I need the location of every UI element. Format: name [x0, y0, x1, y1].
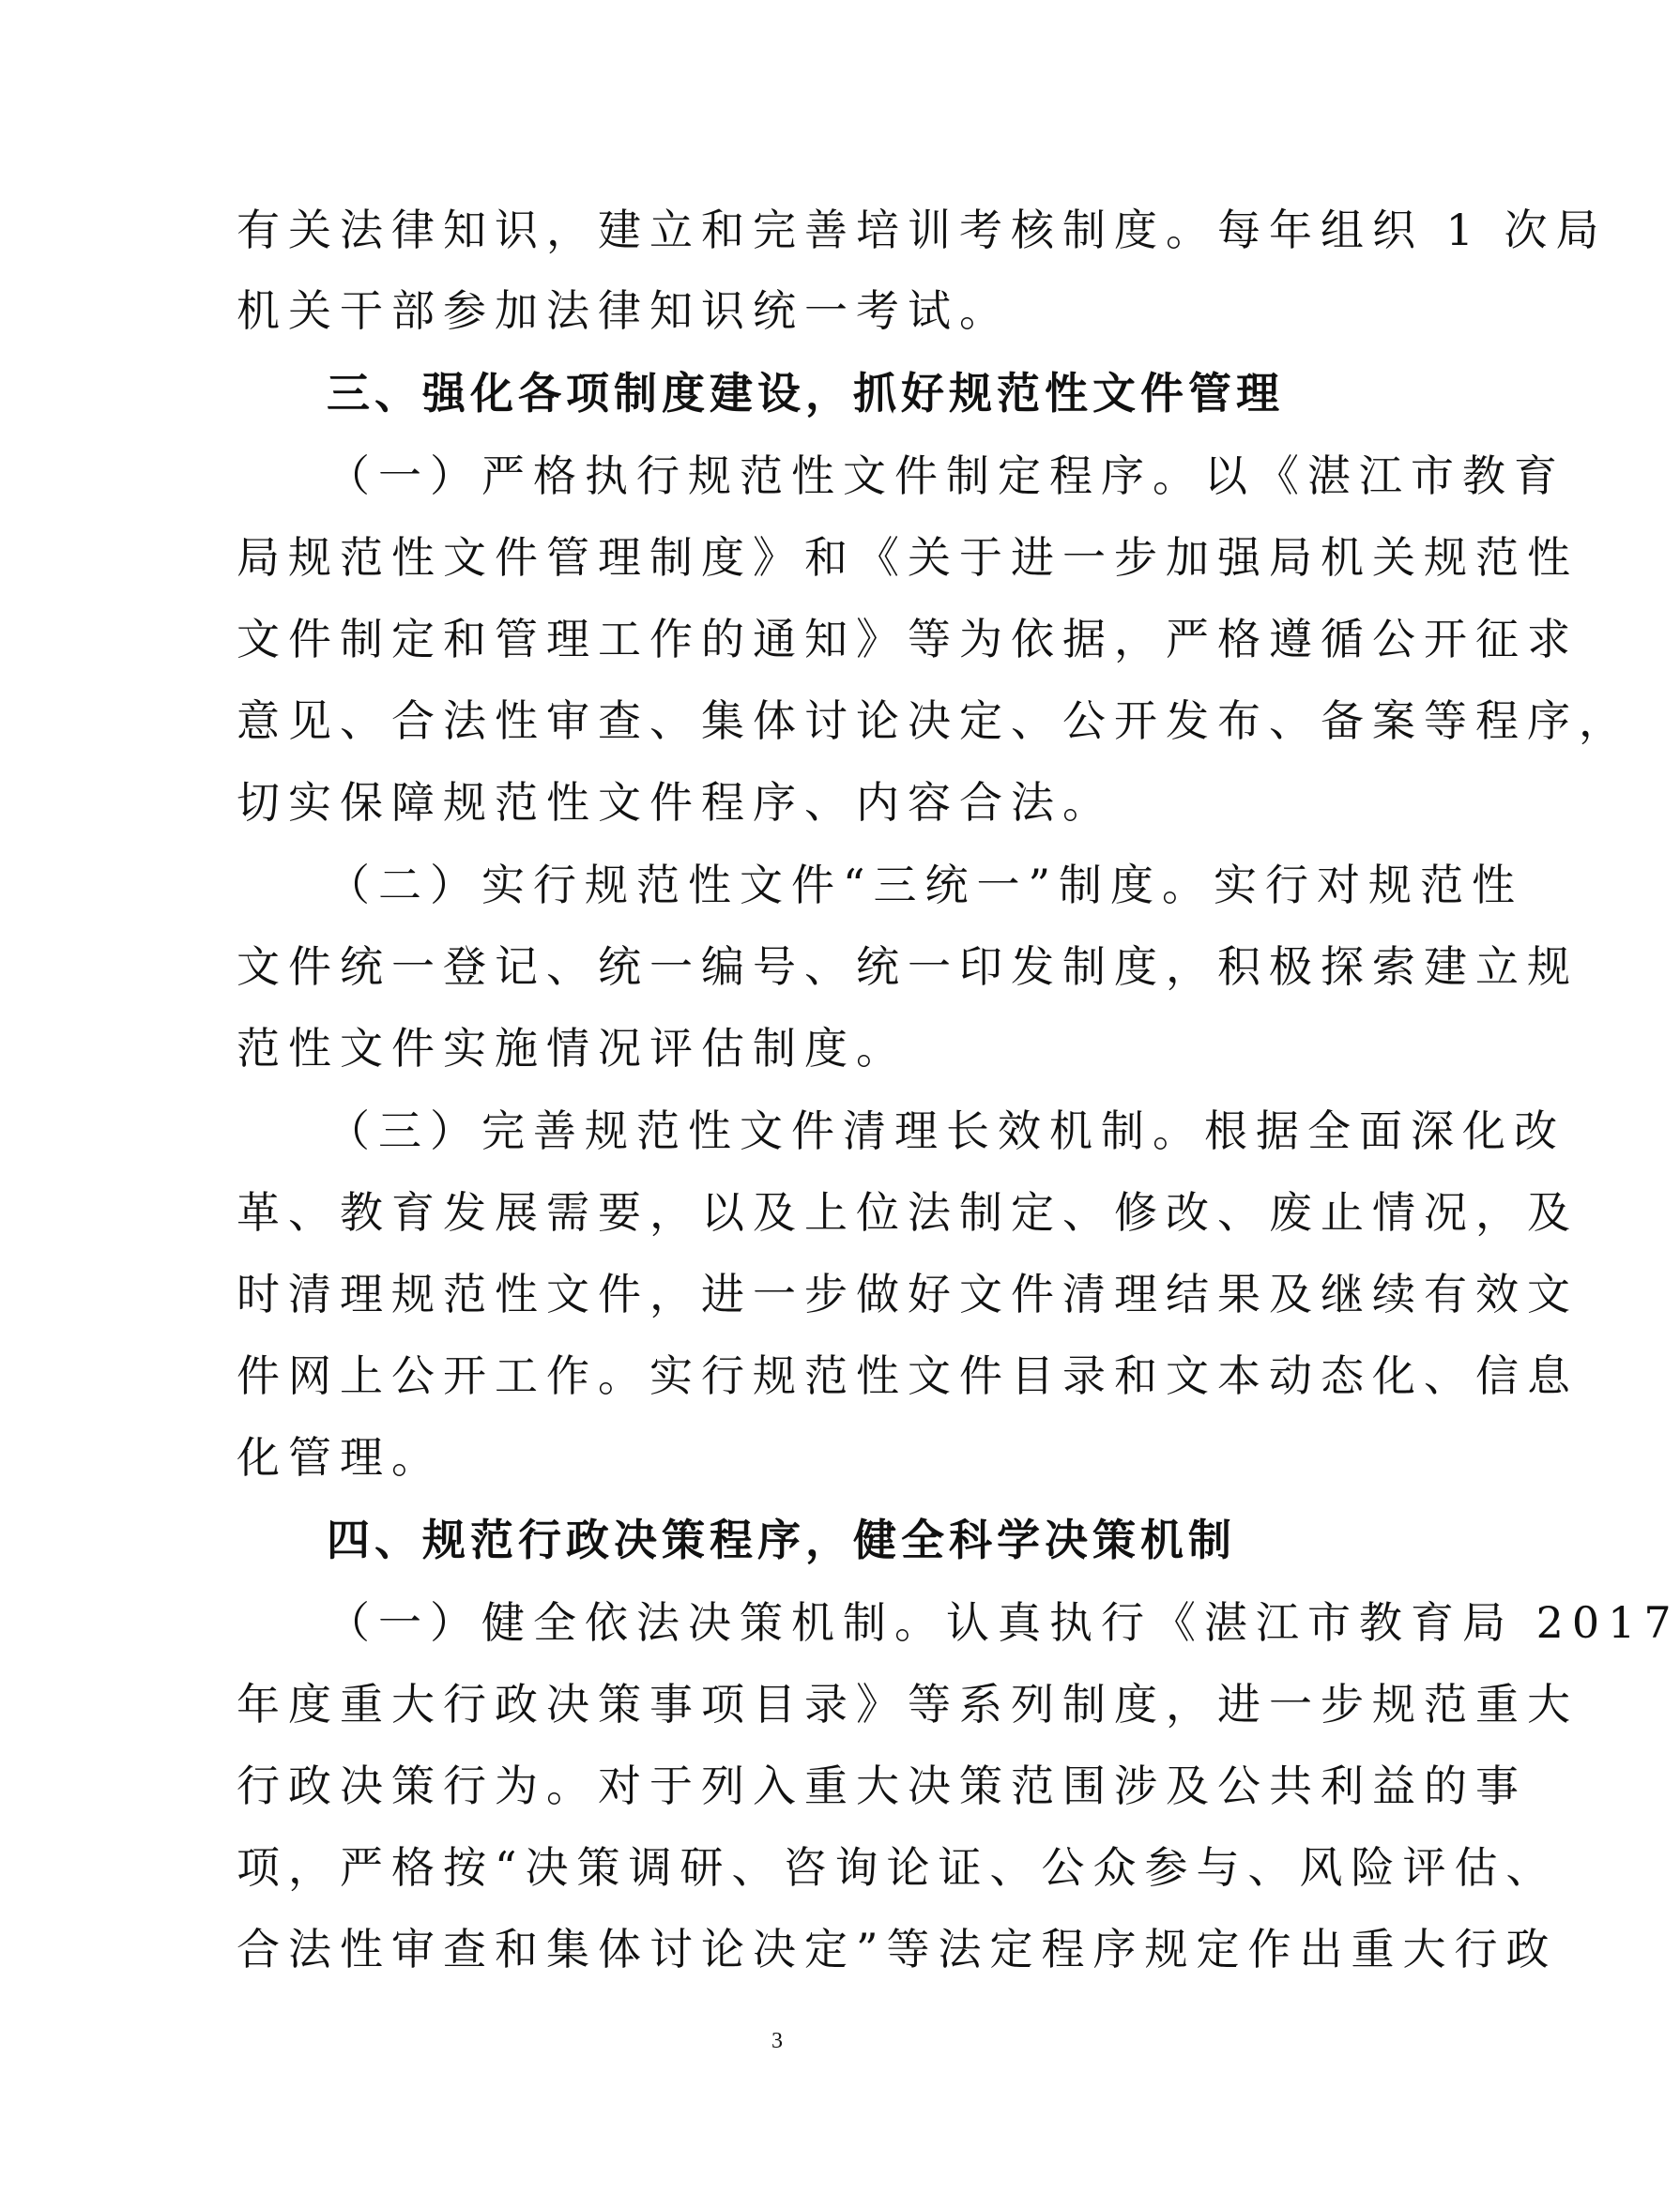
body-text-line: 化管理。 [237, 1432, 443, 1483]
body-text-line: 范性文件实施情况评估制度。 [237, 1023, 908, 1074]
body-text-line: 行政决策行为。对于列入重大决策范围涉及公共利益的事 [237, 1761, 1527, 1811]
body-text-line: 时清理规范性文件，进一步做好文件清理结果及继续有效文 [237, 1269, 1579, 1319]
body-text-line: 有关法律知识，建立和完善培训考核制度。每年组织 1 次局 [237, 205, 1608, 255]
body-text-line: 切实保障规范性文件程序、内容合法。 [237, 777, 1114, 828]
body-text-line: 合法性审查和集体讨论决定”等法定程序规定作出重大行政 [237, 1924, 1558, 1974]
body-text-line: 文件统一登记、统一编号、统一印发制度，积极探索建立规 [237, 941, 1579, 992]
body-text-line: 文件制定和管理工作的通知》等为依据，严格遵循公开征求 [237, 614, 1579, 664]
body-text-line: 革、教育发展需要，以及上位法制定、修改、废止情况，及 [237, 1187, 1579, 1238]
body-text-line: 意见、合法性审查、集体讨论决定、公开发布、备案等程序， [237, 695, 1630, 746]
body-text-line: 局规范性文件管理制度》和《关于进一步加强局机关规范性 [237, 532, 1579, 583]
body-text-line: 项，严格按“决策调研、咨询论证、公众参与、风险评估、 [237, 1842, 1558, 1893]
paragraph-start-line: （一）严格执行规范性文件制定程序。以《湛江市教育 [327, 450, 1565, 501]
body-text-line: 机关干部参加法律知识统一考试。 [237, 285, 1011, 336]
body-text-line: 年度重大行政决策事项目录》等系列制度，进一步规范重大 [237, 1679, 1579, 1730]
body-text-line: 件网上公开工作。实行规范性文件目录和文本动态化、信息 [237, 1350, 1579, 1401]
section-heading-four: 四、规范行政决策程序，健全科学决策机制 [327, 1515, 1236, 1565]
paragraph-start-line: （二）实行规范性文件“三统一”制度。实行对规范性 [327, 860, 1524, 910]
section-heading-three: 三、强化各项制度建设，抓好规范性文件管理 [327, 368, 1284, 419]
page-number: 3 [771, 2029, 783, 2053]
paragraph-start-line: （三）完善规范性文件清理长效机制。根据全面深化改 [327, 1105, 1565, 1156]
paragraph-start-line: （一）健全依法决策机制。认真执行《湛江市教育局 2017 [327, 1597, 1680, 1648]
